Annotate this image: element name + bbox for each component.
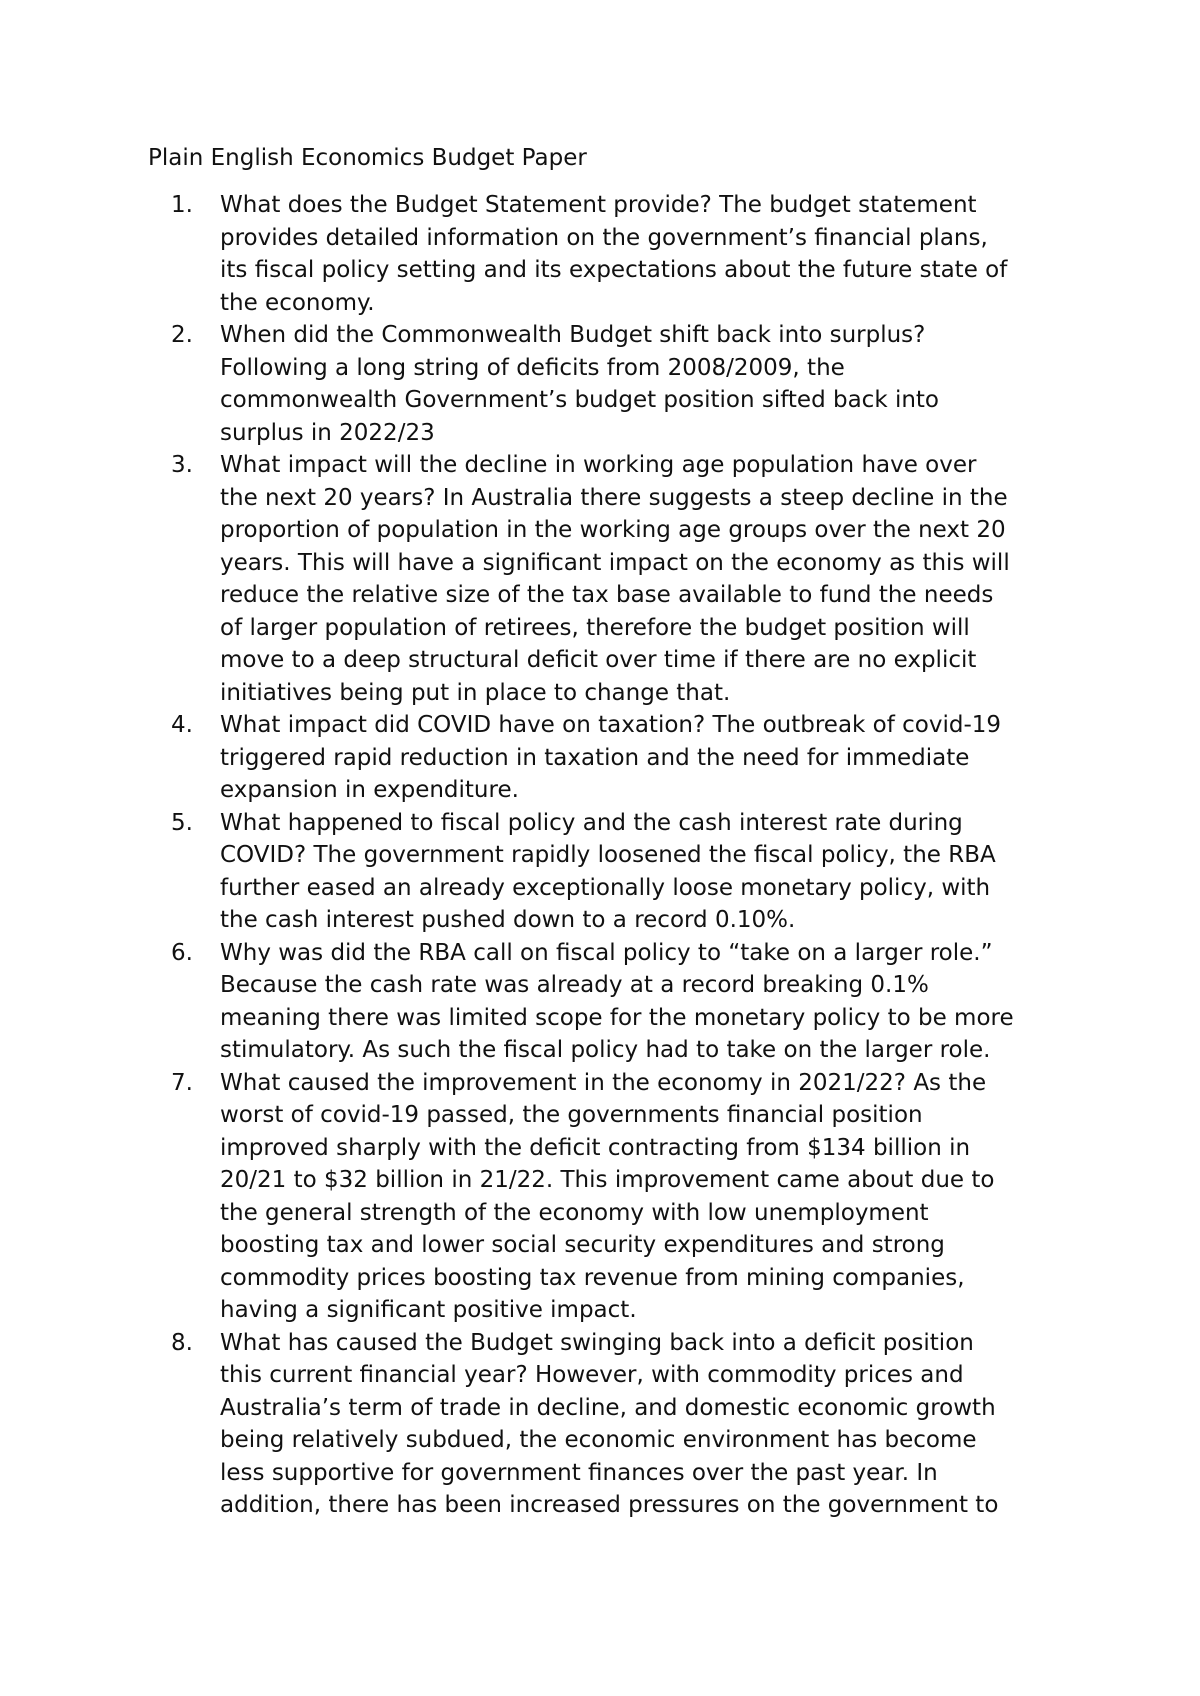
item-text-line: years. This will have a significant impact on the economy as this will bbox=[220, 549, 1010, 576]
item-text-line: Because the cash rate was already at a record breaking 0.1% bbox=[220, 972, 929, 998]
question-item bbox=[148, 709, 1200, 807]
document-title: Plain English Economics Budget Paper bbox=[148, 145, 587, 171]
question-item bbox=[148, 1067, 1200, 1327]
item-number: 5. bbox=[171, 809, 193, 836]
item-text-line: 20/21 to $32 billion in 21/22. This improvement came about due to bbox=[220, 1167, 995, 1193]
item-text-line: meaning there was limited scope for the monetary policy to be more bbox=[220, 1004, 1014, 1031]
question-item bbox=[148, 1327, 1200, 1522]
item-number: 6. bbox=[171, 939, 193, 966]
item-text-line: What does the Budget Statement provide? The budget statement bbox=[220, 192, 977, 218]
item-text-line: COVID? The government rapidly loosened the fiscal policy, the RBA bbox=[220, 842, 996, 868]
item-text-line: commonwealth Government’s budget position sifted back into bbox=[220, 387, 940, 413]
item-text-line: boosting tax and lower social security expenditures and strong bbox=[220, 1232, 945, 1258]
item-text-line: triggered rapid reduction in taxation and the need for immediate bbox=[220, 744, 970, 771]
item-text-line: What impact did COVID have on taxation? The outbreak of covid-19 bbox=[220, 712, 1002, 738]
item-text-line: move to a deep structural deficit over time if there are no explicit bbox=[220, 647, 977, 673]
item-text-line: Australia’s term of trade in decline, and domestic economic growth bbox=[220, 1394, 996, 1421]
item-text-line: stimulatory. As such the fiscal policy had to take on the larger role. bbox=[220, 1037, 991, 1063]
item-number: 8. bbox=[171, 1329, 193, 1356]
item-text-line: surplus in 2022/23 bbox=[220, 419, 435, 446]
item-text-line: What happened to fiscal policy and the cash interest rate during bbox=[220, 809, 963, 836]
question-item bbox=[148, 449, 1200, 709]
question-list bbox=[148, 189, 1068, 1522]
item-text-line: less supportive for government finances over the past year. In bbox=[220, 1459, 938, 1486]
item-text-line: Why was did the RBA call on fiscal policy to “take on a larger role.” bbox=[220, 939, 993, 966]
item-text-line: addition, there has been increased pressures on the government to bbox=[220, 1492, 999, 1518]
item-text-line: the economy. bbox=[220, 289, 375, 316]
item-text-line: What has caused the Budget swinging back into a deficit position bbox=[220, 1329, 974, 1356]
item-text-line: being relatively subdued, the economic environment has become bbox=[220, 1427, 977, 1453]
question-item bbox=[148, 319, 1200, 449]
item-text-line: this current financial year? However, with commodity prices and bbox=[220, 1362, 964, 1388]
item-text-line: the next 20 years? In Australia there suggests a steep decline in the bbox=[220, 484, 1008, 511]
item-text-line: Following a long string of deficits from 2008/2009, the bbox=[220, 354, 845, 381]
item-text-line: worst of covid-19 passed, the governments financial position bbox=[220, 1102, 923, 1128]
item-text-line: proportion of population in the working age groups over the next 20 bbox=[220, 517, 1006, 543]
item-number: 2. bbox=[171, 322, 193, 348]
item-text-line: commodity prices boosting tax revenue from mining companies, bbox=[220, 1264, 965, 1291]
item-text-line: provides detailed information on the government’s financial plans, bbox=[220, 224, 988, 251]
item-text-line: its fiscal policy setting and its expectations about the future state of bbox=[220, 257, 1008, 283]
item-text-line: When did the Commonwealth Budget shift back into surplus? bbox=[220, 322, 926, 348]
item-text-line: improved sharply with the deficit contracting from $134 billion in bbox=[220, 1134, 971, 1161]
item-number: 1. bbox=[171, 192, 193, 218]
item-text-line: the general strength of the economy with low unemployment bbox=[220, 1199, 929, 1226]
question-item bbox=[148, 189, 1200, 319]
item-text-line: What caused the improvement in the economy in 2021/22? As the bbox=[220, 1069, 987, 1096]
item-number: 3. bbox=[171, 452, 193, 478]
item-text-line: further eased an already exceptionally loose monetary policy, with bbox=[220, 874, 991, 901]
item-text-line: reduce the relative size of the tax base available to fund the needs bbox=[220, 582, 994, 608]
item-text-line: the cash interest pushed down to a record 0.10%. bbox=[220, 907, 796, 933]
item-text-line: having a significant positive impact. bbox=[220, 1297, 637, 1323]
item-number: 7. bbox=[171, 1069, 193, 1096]
item-text-line: of larger population of retirees, therefore the budget position will bbox=[220, 614, 970, 641]
question-item bbox=[148, 807, 1200, 937]
question-item bbox=[148, 937, 1200, 1067]
item-text-line: expansion in expenditure. bbox=[220, 777, 519, 803]
item-text-line: initiatives being put in place to change that. bbox=[220, 679, 731, 706]
item-text-line: What impact will the decline in working age population have over bbox=[220, 452, 977, 478]
item-number: 4. bbox=[171, 712, 193, 738]
